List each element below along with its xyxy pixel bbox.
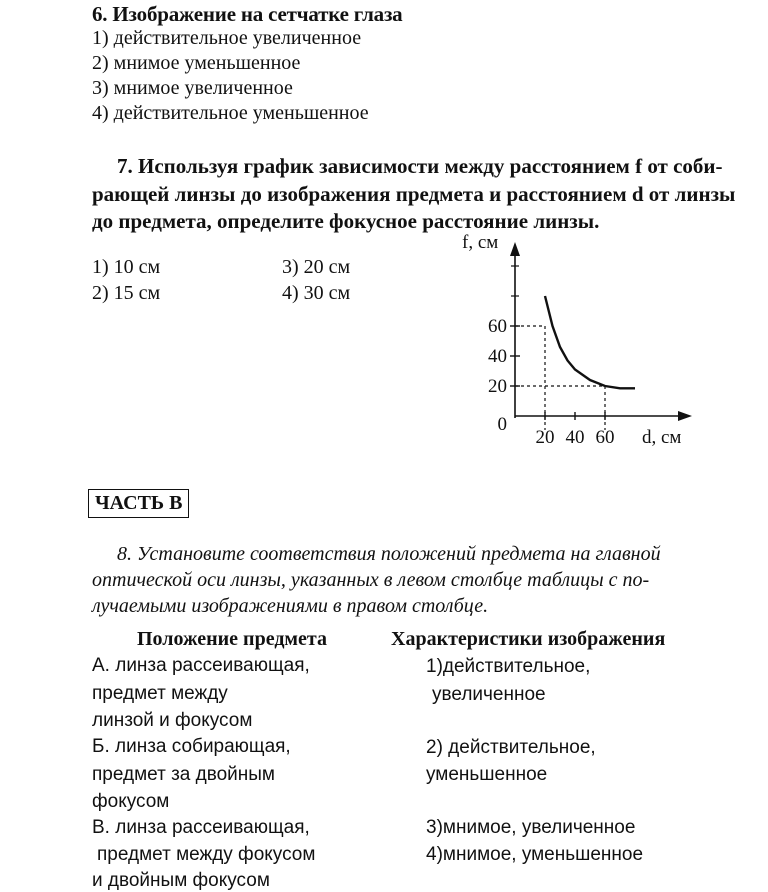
left-cell-line: А. линза рассеивающая,	[92, 655, 310, 676]
right-cell-line: 3)мнимое, увеличенное	[426, 817, 636, 838]
left-column-header: Положение предмета	[137, 628, 327, 650]
question-8-line-1: 8. Установите соответствия положений предмета на главной	[117, 543, 661, 565]
question-8-line-2: оптической оси линзы, указанных в левом столбце таблицы с по-	[92, 569, 650, 591]
question-6-title: 6. Изображение на сетчатке глаза	[92, 2, 403, 26]
right-cell-line: 2) действительное,	[426, 737, 596, 758]
y-tick-label: 0	[497, 414, 507, 435]
x-axis-arrow	[678, 411, 692, 421]
left-cell-line: предмет за двойным	[92, 764, 275, 785]
question-7-line-1: 7. Используя график зависимости между расстоянием f от соби-	[117, 154, 723, 178]
question-6-option-4: 4) действительное уменьшенное	[92, 102, 369, 124]
right-cell-line: 4)мнимое, уменьшенное	[426, 844, 644, 865]
y-axis-arrow	[510, 242, 520, 256]
y-tick-label: 20	[488, 376, 507, 397]
left-cell-line: В. линза рассеивающая,	[92, 817, 310, 838]
right-column-header: Характеристики изображения	[391, 628, 666, 650]
question-7-option-4: 4) 30 см	[282, 282, 351, 304]
part-b-label: ЧАСТЬ В	[88, 489, 189, 518]
question-7-option-3: 3) 20 см	[282, 256, 351, 278]
question-6-option-2: 2) мнимое уменьшенное	[92, 52, 301, 74]
left-cell-line: и двойным фокусом	[92, 870, 270, 891]
left-cell-line: предмет между фокусом	[97, 844, 316, 865]
question-7-option-2: 2) 15 см	[92, 282, 161, 304]
y-tick-label: 40	[488, 346, 507, 367]
left-cell-line: линзой и фокусом	[92, 710, 253, 731]
y-axis-label: f, см	[462, 232, 499, 253]
x-tick-label: 20	[535, 427, 555, 448]
question-6-option-3: 3) мнимое увеличенное	[92, 77, 293, 99]
y-tick-label: 60	[488, 316, 507, 337]
question-8-line-3: лучаемыми изображениями в правом столбце.	[92, 595, 489, 617]
left-cell-line: Б. линза собирающая,	[92, 736, 291, 757]
left-cell-line: фокусом	[92, 791, 170, 812]
left-cell-line: предмет между	[92, 683, 228, 704]
focal-distance-graph	[440, 228, 710, 458]
right-cell-line: уменьшенное	[426, 764, 548, 785]
x-axis-label: d, см	[642, 427, 682, 448]
right-cell-line: 1)действительное,	[426, 656, 591, 677]
question-6-option-1: 1) действительное увеличенное	[92, 27, 362, 49]
x-tick-label: 60	[595, 427, 615, 448]
right-cell-line: увеличенное	[432, 684, 546, 705]
question-7-line-3: до предмета, определите фокусное расстояние линзы.	[92, 209, 600, 233]
x-tick-label: 40	[565, 427, 585, 448]
data-curve	[545, 296, 635, 388]
question-7-option-1: 1) 10 см	[92, 256, 161, 278]
question-7-line-2: рающей линзы до изображения предмета и расстоянием d от линзы	[92, 182, 736, 206]
